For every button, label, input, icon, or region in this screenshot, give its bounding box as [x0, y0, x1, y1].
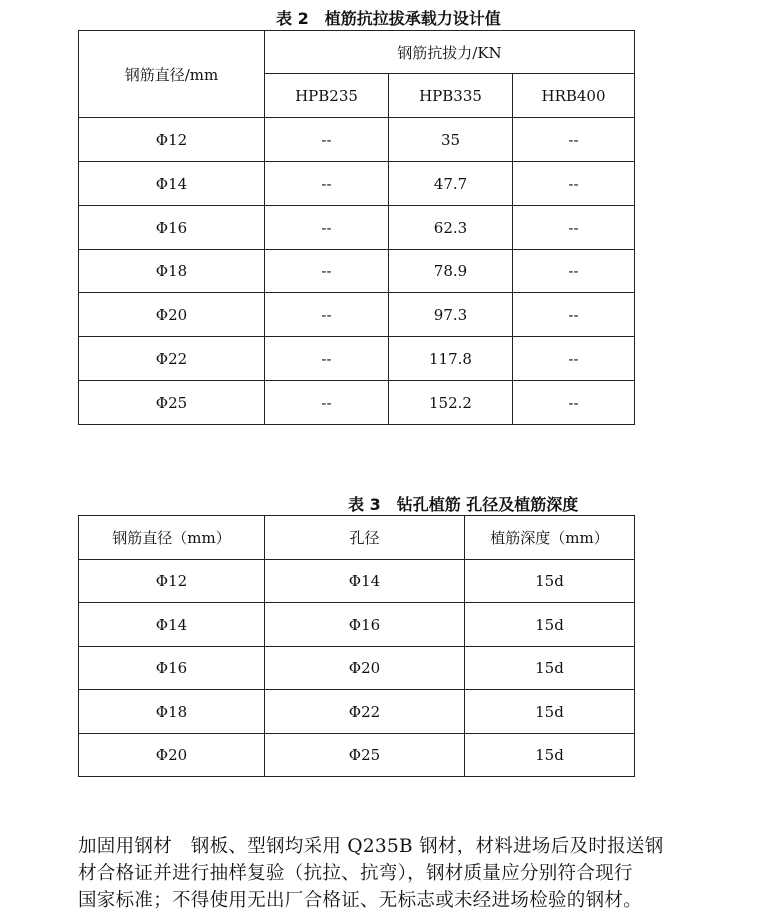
cell-hrb400: -- [513, 250, 635, 293]
cell-hrb400: -- [513, 381, 635, 425]
header-embed-depth: 植筋深度（mm） [465, 516, 635, 560]
cell-hole-diameter: Φ22 [265, 690, 465, 734]
cell-embed-depth: 15d [465, 603, 635, 647]
cell-hrb400: -- [513, 293, 635, 337]
cell-diameter: Φ20 [79, 293, 265, 337]
cell-bar-diameter: Φ20 [79, 734, 265, 777]
cell-diameter: Φ14 [79, 162, 265, 206]
cell-diameter: Φ16 [79, 206, 265, 250]
cell-diameter: Φ25 [79, 381, 265, 425]
cell-hrb400: -- [513, 337, 635, 381]
header-hpb235: HPB235 [265, 74, 389, 118]
cell-hpb235: -- [265, 381, 389, 425]
header-bar-diameter: 钢筋直径（mm） [79, 516, 265, 560]
table-row [79, 293, 635, 337]
cell-hpb235: -- [265, 337, 389, 381]
header-hole-diameter: 孔径 [265, 516, 465, 560]
cell-embed-depth: 15d [465, 560, 635, 603]
cell-hole-diameter: Φ25 [265, 734, 465, 777]
cell-hpb235: -- [265, 250, 389, 293]
table-row [79, 603, 635, 647]
table-row [79, 647, 635, 690]
cell-hpb335: 62.3 [389, 206, 513, 250]
header-hpb335: HPB335 [389, 74, 513, 118]
header-pullout-force: 钢筋抗拔力/KN [265, 31, 635, 74]
cell-hpb235: -- [265, 118, 389, 162]
cell-hpb335: 152.2 [389, 381, 513, 425]
cell-hpb335: 47.7 [389, 162, 513, 206]
drill-hole-depth-table [78, 515, 635, 777]
table-row [79, 337, 635, 381]
cell-hpb335: 97.3 [389, 293, 513, 337]
cell-embed-depth: 15d [465, 647, 635, 690]
cell-hole-diameter: Φ16 [265, 603, 465, 647]
cell-bar-diameter: Φ12 [79, 560, 265, 603]
cell-hpb235: -- [265, 293, 389, 337]
table-row [79, 118, 635, 162]
cell-hrb400: -- [513, 118, 635, 162]
paragraph-line: 加固用钢材 钢板、型钢均采用 Q235B 钢材，材料进场后及时报送钢 [78, 836, 664, 857]
table-row [79, 162, 635, 206]
cell-diameter: Φ18 [79, 250, 265, 293]
cell-embed-depth: 15d [465, 690, 635, 734]
paragraph-line: 材合格证并进行抽样复验（抗拉、抗弯），钢材质量应分别符合现行 [78, 863, 633, 884]
table-row [79, 560, 635, 603]
cell-hpb335: 78.9 [389, 250, 513, 293]
header-diameter: 钢筋直径/mm [79, 31, 265, 118]
table-row [79, 381, 635, 425]
cell-diameter: Φ12 [79, 118, 265, 162]
table-row [79, 734, 635, 777]
pullout-capacity-table [78, 30, 635, 425]
cell-bar-diameter: Φ18 [79, 690, 265, 734]
table-row [79, 250, 635, 293]
cell-bar-diameter: Φ14 [79, 603, 265, 647]
cell-hrb400: -- [513, 206, 635, 250]
cell-embed-depth: 15d [465, 734, 635, 777]
table3-caption: 表 3 钻孔植筋 孔径及植筋深度 [348, 495, 579, 514]
cell-diameter: Φ22 [79, 337, 265, 381]
cell-hole-diameter: Φ14 [265, 560, 465, 603]
cell-bar-diameter: Φ16 [79, 647, 265, 690]
table2-caption: 表 2 植筋抗拉拔承载力设计值 [276, 9, 501, 28]
cell-hpb235: -- [265, 162, 389, 206]
steel-material-paragraph [78, 833, 728, 914]
cell-hpb235: -- [265, 206, 389, 250]
header-hrb400: HRB400 [513, 74, 635, 118]
cell-hpb335: 117.8 [389, 337, 513, 381]
cell-hole-diameter: Φ20 [265, 647, 465, 690]
cell-hrb400: -- [513, 162, 635, 206]
table-row [79, 690, 635, 734]
paragraph-line: 国家标准；不得使用无出厂合格证、无标志或未经进场检验的钢材。 [78, 890, 643, 911]
table-row [79, 206, 635, 250]
cell-hpb335: 35 [389, 118, 513, 162]
